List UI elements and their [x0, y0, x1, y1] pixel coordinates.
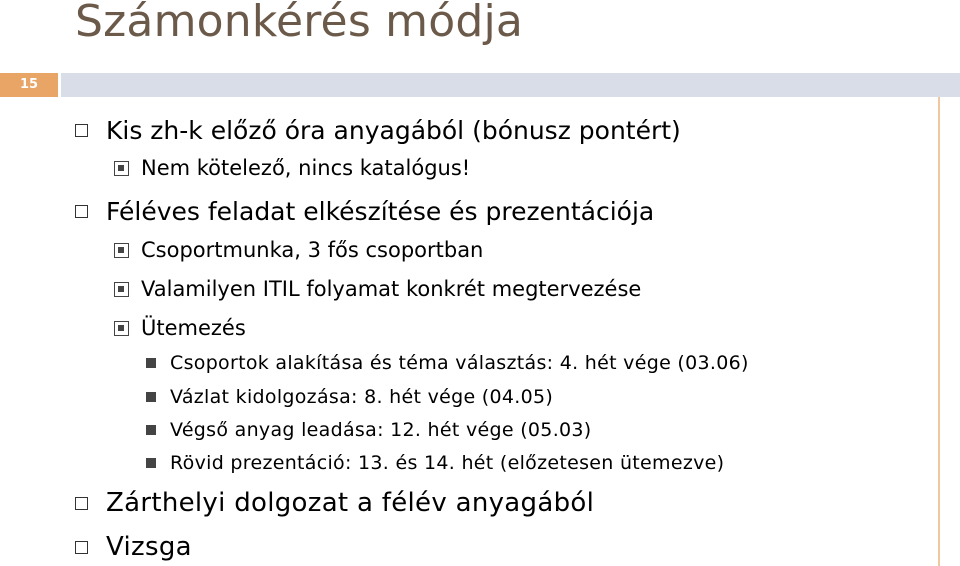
- list-item: [146, 417, 592, 443]
- framed-square-bullet-icon: [114, 161, 129, 176]
- list-item: [114, 154, 470, 182]
- list-item-text: Féléves feladat elkészítése és prezentációja: [106, 196, 655, 226]
- list-item-text: Vizsga: [106, 532, 192, 562]
- list-item: [114, 236, 483, 264]
- filled-square-bullet-icon: [146, 425, 156, 435]
- list-item-text: Végső anyag leadása: 12. hét vége (05.03): [170, 419, 592, 441]
- list-item: [146, 384, 553, 410]
- framed-square-bullet-icon: [114, 321, 129, 336]
- hollow-square-bullet-icon: [75, 124, 88, 137]
- list-item: [114, 275, 641, 303]
- list-item: [146, 350, 749, 376]
- hollow-square-bullet-icon: [75, 541, 88, 554]
- filled-square-bullet-icon: [146, 458, 156, 468]
- list-item-text: Zárthelyi dolgozat a félév anyagából: [106, 488, 595, 518]
- list-item-text: Ütemezés: [141, 316, 246, 340]
- hollow-square-bullet-icon: [75, 497, 88, 510]
- list-item: [75, 487, 594, 519]
- list-item-text: Kis zh-k előző óra anyagából (bónusz pontért): [106, 115, 681, 145]
- list-item-text: Nem kötelező, nincs katalógus!: [141, 156, 471, 180]
- list-item: [75, 114, 681, 146]
- list-item-text: Vázlat kidolgozása: 8. hét vége (04.05): [170, 386, 554, 408]
- list-item: [114, 314, 246, 342]
- filled-square-bullet-icon: [146, 392, 156, 402]
- framed-square-bullet-icon: [114, 243, 129, 258]
- list-item-text: Valamilyen ITIL folyamat konkrét megtervezése: [141, 277, 642, 301]
- hollow-square-bullet-icon: [75, 205, 88, 218]
- list-item-text: Csoportok alakítása és téma választás: 4. hét vége (03.06): [170, 352, 749, 374]
- framed-square-bullet-icon: [114, 282, 129, 297]
- page-number-badge: 15: [0, 73, 58, 97]
- slide-title: Számonkérés módja: [75, 0, 524, 47]
- list-item: [75, 531, 192, 563]
- list-item-text: Csoportmunka, 3 fős csoportban: [141, 238, 484, 262]
- header-bar: [61, 73, 960, 97]
- list-item-text: Rövid prezentáció: 13. és 14. hét (előzetesen ütemezve): [170, 452, 725, 474]
- list-item: [146, 450, 724, 476]
- filled-square-bullet-icon: [146, 358, 156, 368]
- list-item: [75, 195, 654, 227]
- right-border-line: [938, 97, 940, 566]
